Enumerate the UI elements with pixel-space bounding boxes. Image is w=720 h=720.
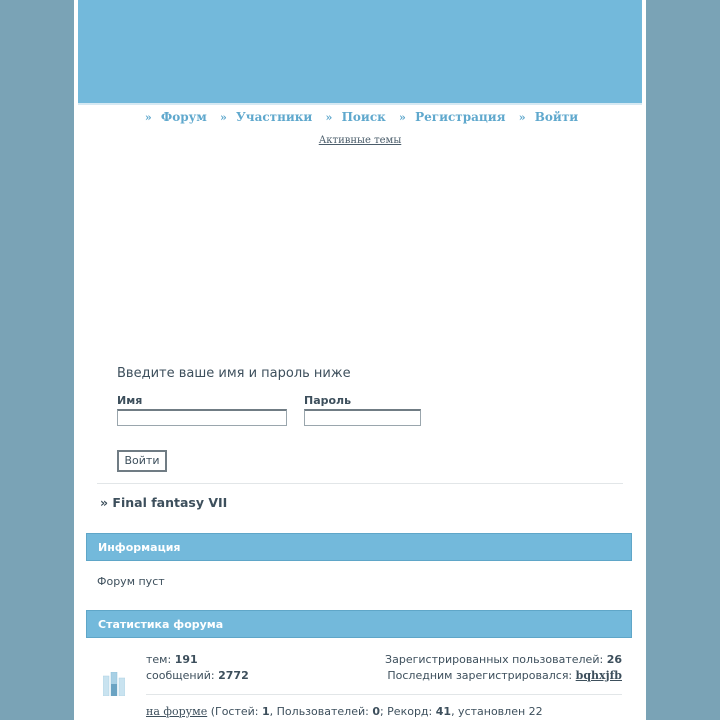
nav-arrow-icon: » bbox=[144, 111, 152, 124]
online-link[interactable]: на форуме bbox=[146, 705, 208, 718]
last-registered: Последним зарегистрировался: bqhxjfb bbox=[387, 669, 622, 682]
divider bbox=[146, 694, 622, 695]
nav-search-link[interactable]: Поиск bbox=[341, 110, 386, 124]
main-nav bbox=[78, 110, 642, 124]
password-label: Пароль bbox=[304, 394, 352, 407]
login-submit-button[interactable]: Войти bbox=[117, 450, 167, 472]
active-topics-link[interactable]: Активные темы bbox=[318, 135, 402, 146]
nav-register-link[interactable]: Регистрация bbox=[415, 110, 506, 124]
password-input[interactable] bbox=[304, 409, 421, 426]
last-registered-user-link[interactable]: bqhxjfb bbox=[575, 669, 622, 682]
posts-count: сообщений: 2772 bbox=[146, 669, 249, 682]
info-text: Форум пуст bbox=[97, 575, 165, 588]
nav-arrow-icon: » bbox=[399, 111, 406, 124]
page-frame bbox=[74, 0, 646, 720]
page-content bbox=[78, 0, 642, 720]
forum-header-banner bbox=[78, 0, 642, 105]
topics-count: тем: 191 bbox=[146, 653, 198, 666]
login-prompt: Введите ваше имя и пароль ниже bbox=[117, 366, 351, 381]
nav-members-link[interactable]: Участники bbox=[236, 110, 313, 124]
breadcrumb[interactable]: » Final fantasy VII bbox=[100, 495, 228, 510]
nav-login-link[interactable]: Войти bbox=[534, 110, 579, 124]
name-input[interactable] bbox=[117, 409, 287, 426]
nav-arrow-icon: » bbox=[518, 111, 526, 124]
online-stats: на форуме (Гостей: 1, Пользователей: 0; Рекорд: 41, установлен 22 bbox=[146, 705, 543, 718]
stats-section-header: Статистика форума bbox=[86, 610, 632, 638]
nav-arrow-icon: » bbox=[219, 111, 227, 124]
active-topics-row bbox=[78, 135, 642, 146]
nav-arrow-icon: » bbox=[325, 111, 333, 124]
name-label: Имя bbox=[117, 394, 143, 407]
info-section-header: Информация bbox=[86, 533, 632, 561]
nav-forum-link[interactable]: Форум bbox=[160, 110, 207, 124]
registered-users-count: Зарегистрированных пользователей: 26 bbox=[385, 653, 622, 666]
stats-icon bbox=[103, 672, 125, 696]
divider bbox=[97, 483, 623, 484]
